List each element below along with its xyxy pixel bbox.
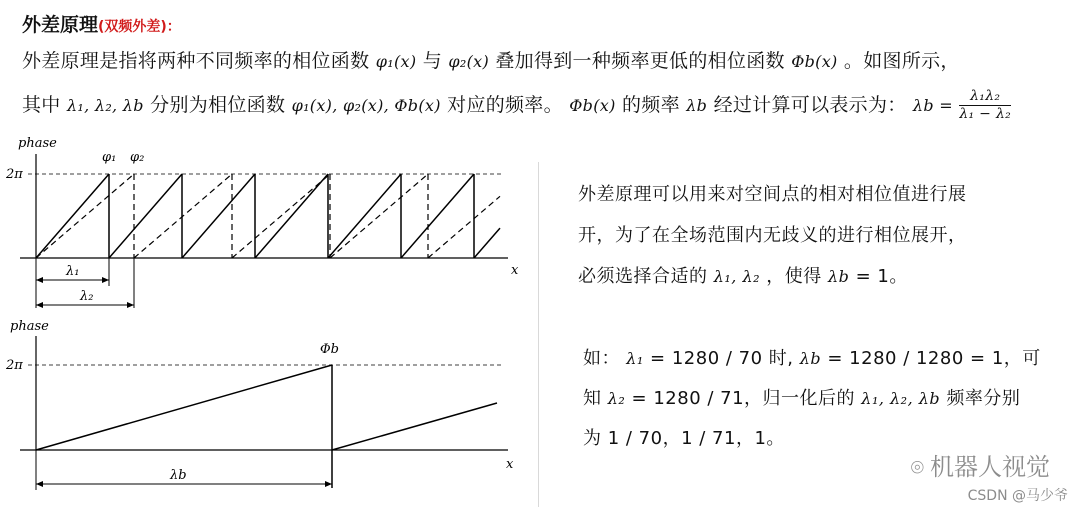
top-ylabel: phase xyxy=(18,136,57,151)
csdn-watermark: CSDN @马少爷 xyxy=(967,488,1068,504)
phi1-sawtooth xyxy=(36,174,500,258)
phase-diagram xyxy=(0,128,530,513)
phi1-ramp xyxy=(255,174,328,258)
phib-label: Φb xyxy=(320,342,339,357)
r-p2-l2b: = 1280 / 71，归一化后的 xyxy=(631,388,856,409)
r-p1-l3-sym: λ₁, λ₂ xyxy=(713,267,761,286)
phi2-ramp xyxy=(330,174,428,258)
p1-phib: Φb(x) xyxy=(791,52,838,71)
lambdab-arrowhead-left xyxy=(36,481,43,487)
p2-funcs: φ₁(x), φ₂(x), Φb(x) xyxy=(291,96,441,115)
top-ytick-2pi: 2π xyxy=(6,167,23,182)
p2-text1: 其中 xyxy=(22,94,61,116)
phi2-ramp xyxy=(134,174,232,258)
formula-numerator: λ₁λ₂ xyxy=(959,88,1011,106)
p1-text4: 。如图所示， xyxy=(843,50,960,72)
title-main: 外差原理 xyxy=(22,14,99,36)
p1-phi2: φ₂(x) xyxy=(448,52,489,71)
right-p1-line1: 外差原理可以用来对空间点的相对相位值进行展 xyxy=(578,184,967,205)
p2-text2: 分别为相位函数 xyxy=(150,94,286,116)
phi1-ramp xyxy=(36,174,109,258)
top-xlabel: x xyxy=(511,263,519,278)
right-p1-line2: 开，为了在全场范围内无歧义的进行相位展开， xyxy=(578,225,967,246)
p1-text2: 与 xyxy=(422,50,443,72)
r-p1-l3b: ，使得 xyxy=(766,266,822,287)
phi1-ramp xyxy=(474,228,500,258)
phi2-ramp xyxy=(232,174,330,258)
r-p2-l1a: 如： xyxy=(583,348,620,369)
top-phi1-label: φ₁ xyxy=(102,150,117,165)
phi2-ramp xyxy=(428,196,500,258)
lambda2-arrowhead-left xyxy=(36,302,43,308)
p2-text4: 的频率 xyxy=(621,94,680,116)
p2-lambdab: λb xyxy=(686,96,708,115)
bottom-ylabel: phase xyxy=(10,319,49,334)
paragraph-2 xyxy=(22,88,1011,123)
p1-phi1: φ₁(x) xyxy=(375,52,417,71)
phi2-sawtooth xyxy=(36,174,500,258)
right-p2-line3: 为 1 / 70，1 / 71，1。 xyxy=(583,428,785,449)
r-p2-l2-sym: λ₂ xyxy=(607,389,626,408)
paragraph-1 xyxy=(22,46,960,73)
p2-phib: Φb(x) xyxy=(569,96,616,115)
p2-text5: 经过计算可以表示为： xyxy=(713,94,907,116)
r-p2-l1-sym: λ₁ xyxy=(626,349,644,368)
formula-lhs: λb = xyxy=(912,96,953,115)
r-p2-l2-sym2: λ₁, λ₂, λb xyxy=(861,389,941,408)
lambda2-label: λ₂ xyxy=(80,289,94,304)
r-p2-l1c: = 1280 / 1280 = 1，可 xyxy=(827,348,1041,369)
lambdab-arrowhead-right xyxy=(325,481,332,487)
top-phi2-label: φ₂ xyxy=(130,150,145,165)
wechat-icon: ⌾ xyxy=(910,456,924,481)
bottom-xlabel: x xyxy=(506,457,514,472)
right-p2-line2 xyxy=(583,384,1020,410)
lambda1-arrowhead-right xyxy=(102,277,109,283)
wechat-watermark xyxy=(911,447,1050,482)
vertical-divider xyxy=(538,162,539,507)
title-subtitle: (双频外差)： xyxy=(98,19,181,35)
right-p2-line1 xyxy=(583,344,1041,370)
lambda2-arrowhead-right xyxy=(127,302,134,308)
r-p1-l3a: 必须选择合适的 xyxy=(578,266,708,287)
p1-text1: 外差原理是指将两种不同频率的相位函数 xyxy=(22,50,370,72)
formula-denominator: λ₁ − λ₂ xyxy=(959,106,1012,122)
page-title xyxy=(22,10,181,37)
phib-ramp-1 xyxy=(36,365,332,450)
formula-fraction xyxy=(959,88,1011,123)
lambda1-label: λ₁ xyxy=(66,264,80,279)
r-p2-l2a: 知 xyxy=(583,388,602,409)
lambda1-arrowhead-left xyxy=(36,277,43,283)
wechat-watermark-text: 机器人视觉 xyxy=(930,453,1050,481)
bottom-ytick-2pi: 2π xyxy=(6,358,23,373)
phi1-ramp xyxy=(182,174,255,258)
r-p1-l3c: = 1。 xyxy=(855,266,908,287)
r-p2-l1-sym2: λb xyxy=(799,349,822,368)
phi1-ramp xyxy=(401,174,474,258)
phib-ramp-2 xyxy=(332,403,497,450)
p2-lambdas: λ₁, λ₂, λb xyxy=(66,96,144,115)
lambdab-label: λb xyxy=(170,468,187,483)
r-p1-l3-sym2: λb xyxy=(827,267,850,286)
r-p2-l1b: = 1280 / 70 时, xyxy=(650,348,794,369)
p2-text3: 对应的频率。 xyxy=(447,94,563,116)
r-p2-l2c: 频率分别 xyxy=(946,388,1021,409)
right-p1-line3 xyxy=(578,262,908,288)
phi1-ramp xyxy=(328,174,401,258)
p1-text3: 叠加得到一种频率更低的相位函数 xyxy=(495,50,785,72)
